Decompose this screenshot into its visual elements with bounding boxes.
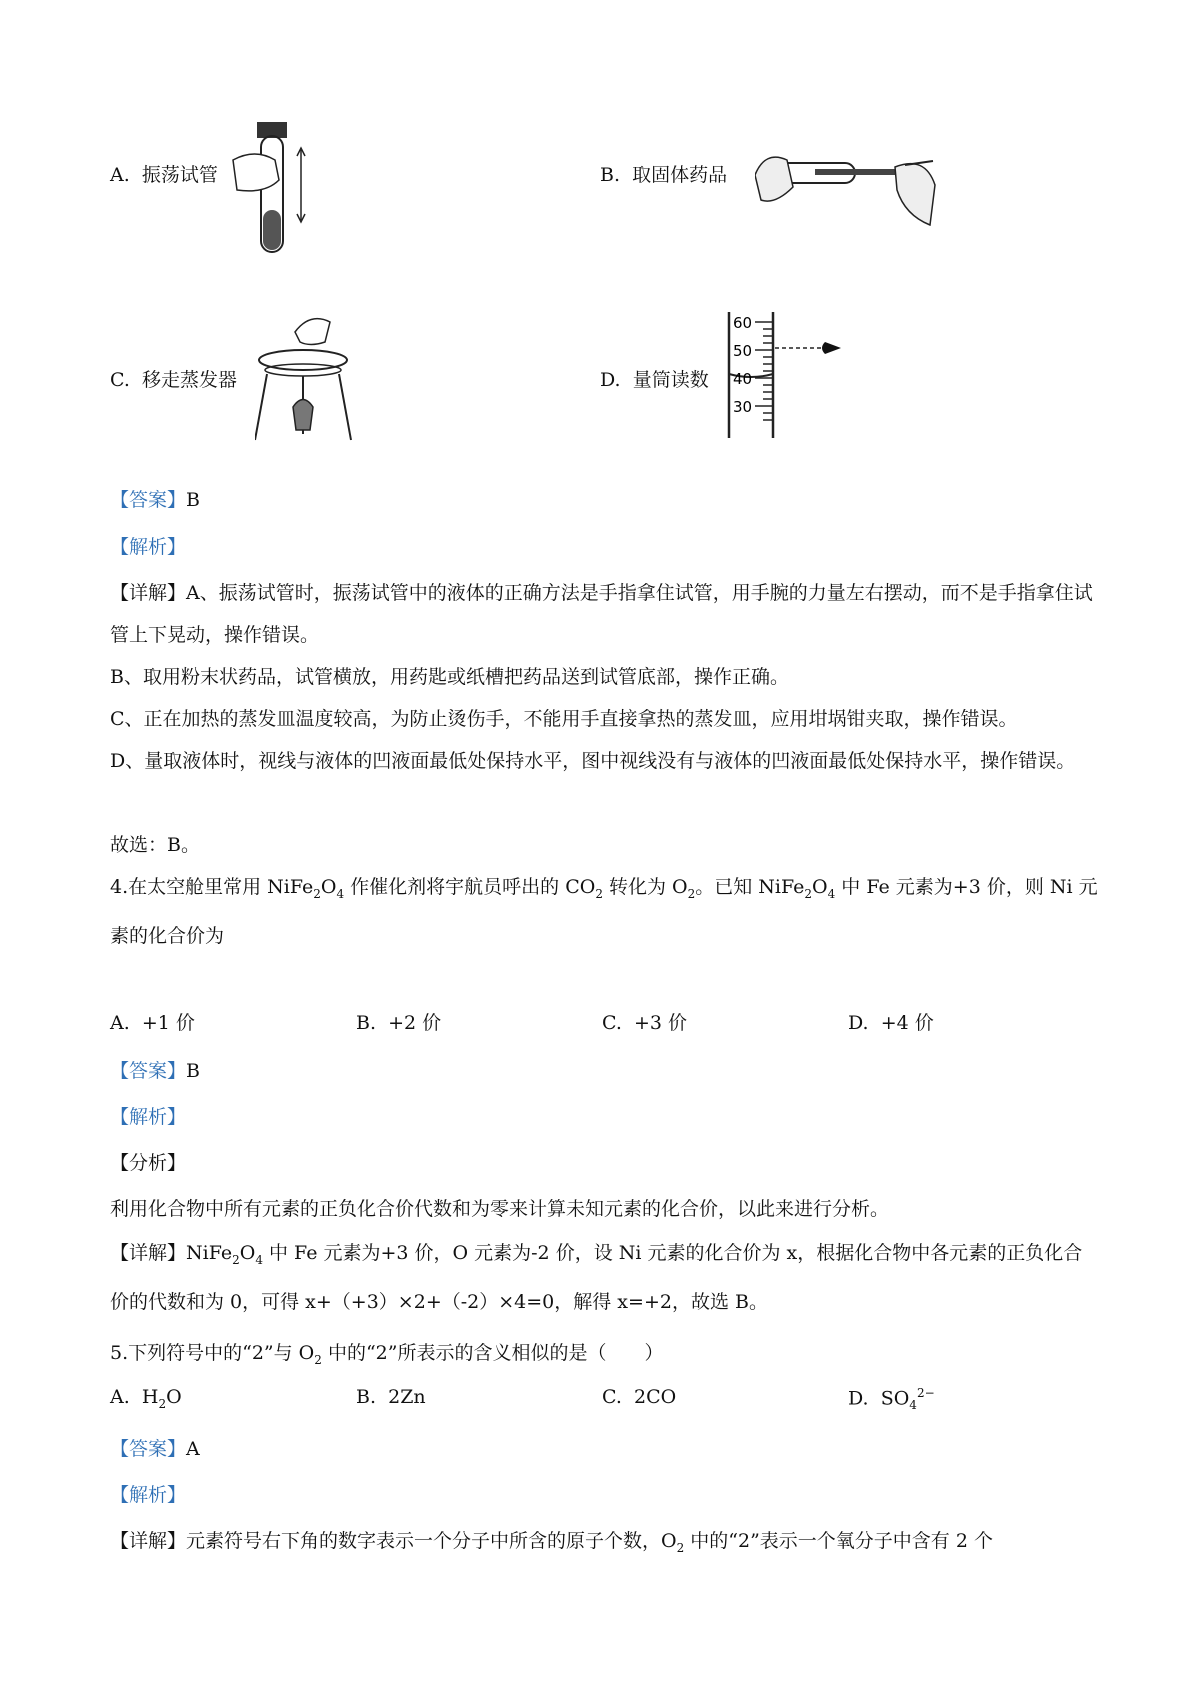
option-text: 2Zn	[388, 1386, 426, 1408]
answer-tag: 【答案】	[110, 489, 187, 511]
option-a-label: 振荡试管	[141, 164, 218, 186]
answer-value: B	[186, 489, 200, 511]
option-c-letter: C.	[110, 369, 130, 391]
q5-stem-part: 5.下列符号中的“2”与 O	[110, 1342, 315, 1364]
detail-part: 中 Fe 元素为+3 价，O 元素为-2 价，设 Ni 元素的化合价为 x，根据化合物中各元素的正负化合价的代数和为 0，可得 x+（+3）×2+（-2）×4=0，解得 x=+2，故选 B。	[110, 1242, 1083, 1313]
option-b-label: 取固体药品	[632, 164, 728, 186]
option-letter: D.	[848, 1387, 869, 1410]
subscript: 4	[255, 1252, 263, 1267]
subscript: 2	[676, 1540, 685, 1555]
q4-option-b	[356, 1008, 441, 1035]
option-d	[600, 367, 709, 393]
q3-detail-c: C、正在加热的蒸发皿温度较高，为防止烫伤手，不能用手直接拿热的蒸发皿，应用坩埚钳夹取，操作错误。	[110, 708, 1018, 730]
fenxi-tag: 【分析】	[110, 1152, 187, 1174]
subscript: 4	[909, 1398, 917, 1413]
analysis-tag: 【解析】	[110, 1106, 187, 1128]
cylinder-tick-40: 40	[733, 370, 753, 388]
q3-analysis-heading	[110, 532, 186, 559]
option-letter: A.	[110, 1012, 130, 1034]
analysis-tag: 【解析】	[110, 536, 187, 558]
q5-detail	[110, 1526, 993, 1555]
q4-option-c	[602, 1008, 687, 1035]
option-b	[600, 162, 727, 188]
answer-value: A	[186, 1438, 200, 1460]
q4-option-d	[848, 1008, 934, 1035]
q5-option-d	[848, 1386, 935, 1412]
cylinder-tick-60: 60	[733, 314, 753, 332]
answer-value: B	[186, 1060, 200, 1082]
option-text: SO	[880, 1387, 910, 1410]
q4-option-a	[110, 1008, 195, 1035]
q4-fenxi-heading	[110, 1148, 186, 1175]
q4-stem-part: O	[320, 876, 337, 898]
answer-tag: 【答案】	[110, 1060, 187, 1082]
q3-detail-d: D、量取液体时，视线与液体的凹液面最低处保持水平，图中视线没有与液体的凹液面最低处保持水平，操作错误。	[110, 750, 1076, 772]
q5-option-c	[602, 1386, 676, 1408]
option-letter: B.	[356, 1386, 377, 1408]
analysis-tag: 【解析】	[110, 1484, 187, 1506]
detail-part: NiFe	[186, 1242, 233, 1264]
evaporating-dish-illustration	[255, 312, 355, 442]
option-text: +4 价	[880, 1012, 934, 1034]
subscript: 2	[687, 886, 696, 901]
subscript: 2	[232, 1252, 240, 1267]
q5-analysis-heading	[110, 1480, 186, 1507]
option-c	[110, 367, 237, 393]
option-b-letter: B.	[600, 164, 621, 186]
detail-tag: 【详解】	[110, 1242, 187, 1264]
q4-stem-part: 作催化剂将宇航员呼出的 CO	[344, 876, 596, 898]
q4-stem-part: 转化为 O	[602, 876, 688, 898]
q5-stem	[110, 1338, 663, 1367]
q5-answer	[110, 1434, 200, 1461]
option-letter: D.	[848, 1012, 869, 1034]
subscript: 4	[827, 886, 836, 901]
option-letter: C.	[602, 1386, 622, 1408]
option-text: O	[166, 1386, 182, 1408]
q4-stem-part: 4.在太空舱里常用 NiFe	[110, 876, 314, 898]
q4-stem-part: 中 Fe 元素为+3 价，则 Ni 元素的化合价为	[110, 876, 1098, 947]
subscript: 2	[804, 886, 813, 901]
cylinder-tick-50: 50	[733, 342, 753, 360]
detail-part: 元素符号右下角的数字表示一个分子中所含的原子个数，O	[186, 1530, 677, 1552]
option-c-label: 移走蒸发器	[142, 369, 238, 391]
option-text: +2 价	[388, 1012, 442, 1034]
option-text: +1 价	[141, 1012, 195, 1034]
shaking-test-tube-illustration	[225, 120, 315, 270]
detail-a-text: A、振荡试管时，振荡试管中的液体的正确方法是手指拿住试管，用手腕的力量左右摆动，而不是手指拿住试管上下晃动，操作错误。	[110, 582, 1093, 646]
option-a	[110, 162, 218, 188]
option-d-letter: D.	[600, 369, 621, 391]
q3-conclusion: 故选：B。	[110, 834, 200, 856]
q4-fenxi-text: 利用化合物中所有元素的正负化合价代数和为零来计算未知元素的化合价，以此来进行分析。	[110, 1198, 890, 1220]
option-letter: B.	[356, 1012, 377, 1034]
q4-detail	[110, 1232, 1100, 1323]
q5-option-b	[356, 1386, 426, 1408]
superscript: 2−	[916, 1386, 935, 1400]
q4-stem-part: O	[812, 876, 828, 898]
taking-solid-reagent-illustration	[755, 145, 940, 240]
subscript: 2	[595, 886, 603, 901]
detail-tag: 【详解】	[110, 582, 187, 604]
option-d-label: 量筒读数	[632, 369, 709, 391]
q4-stem-part: 。已知 NiFe	[695, 876, 805, 898]
subscript: 2	[313, 886, 321, 901]
subscript: 4	[336, 886, 345, 901]
detail-part: 中的“2”表示一个氧分子中含有 2 个	[684, 1530, 993, 1552]
option-text: +3 价	[634, 1012, 688, 1034]
q3-detail-b: B、取用粉末状药品，试管横放，用药匙或纸槽把药品送到试管底部，操作正确。	[110, 666, 789, 688]
q3-answer	[110, 485, 200, 512]
cylinder-tick-30: 30	[733, 398, 753, 416]
option-letter: A.	[110, 1386, 130, 1408]
graduated-cylinder-illustration	[725, 310, 850, 440]
q4-stem	[110, 866, 1100, 957]
option-text: H	[141, 1386, 159, 1408]
option-letter: C.	[602, 1012, 622, 1034]
option-a-letter: A.	[110, 164, 130, 186]
q5-option-a	[110, 1386, 182, 1411]
subscript: 2	[314, 1352, 322, 1367]
subscript: 2	[158, 1396, 167, 1411]
option-text: 2CO	[634, 1386, 677, 1408]
answer-tag: 【答案】	[110, 1438, 187, 1460]
detail-part: O	[239, 1242, 256, 1264]
q4-answer	[110, 1056, 200, 1083]
q5-stem-part: 中的“2”所表示的含义相似的是（ ）	[321, 1342, 664, 1364]
q4-analysis-heading	[110, 1102, 186, 1129]
detail-tag: 【详解】	[110, 1530, 187, 1552]
q3-detail-a	[110, 572, 1100, 656]
